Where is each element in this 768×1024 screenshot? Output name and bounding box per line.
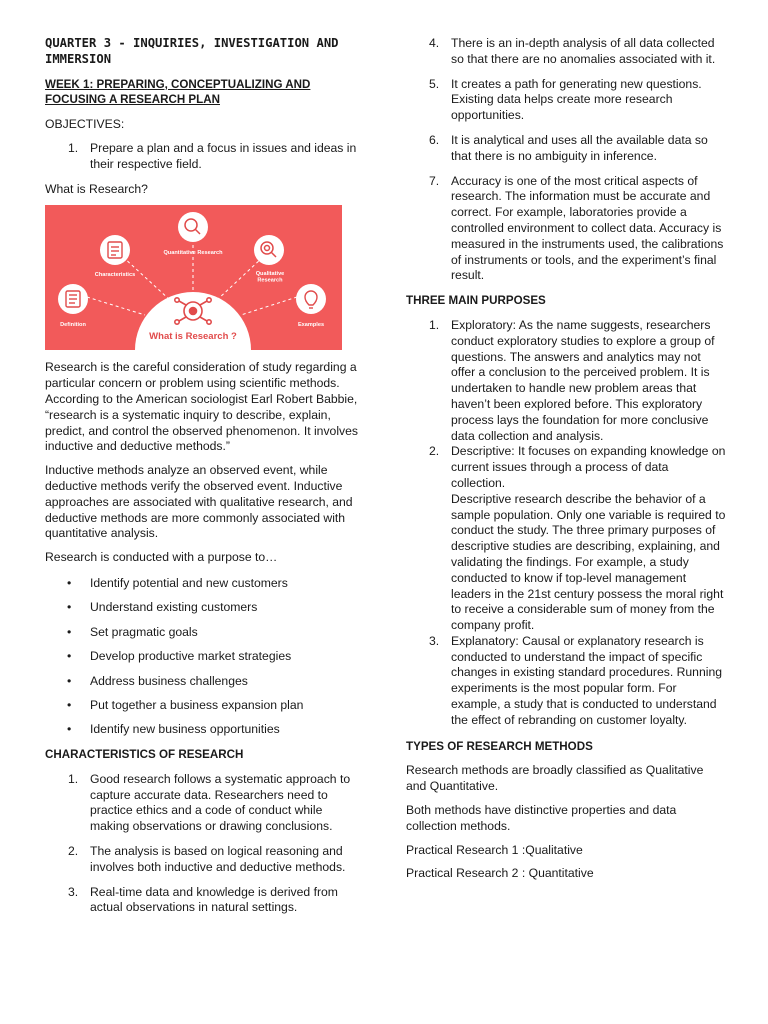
list-item (406, 174, 726, 285)
list-item (406, 318, 726, 444)
list-number: 1. (68, 771, 79, 786)
list-number: 4. (429, 36, 440, 50)
list-number: 6. (429, 132, 440, 147)
paragraph: Practical Research 1 :Qualitative (406, 842, 583, 857)
list-item (406, 36, 726, 68)
list-number: 7. (429, 173, 440, 188)
list-number: 1. (68, 140, 79, 155)
objectives-label: OBJECTIVES: (45, 117, 125, 132)
list-text: Descriptive: It focuses on expanding knowledge on current issues through a process of data collection. (451, 444, 726, 490)
list-number: 3. (68, 884, 79, 899)
list-item (45, 698, 365, 714)
list-item (45, 885, 365, 917)
list-number: 2. (68, 844, 79, 859)
list-item (45, 625, 365, 641)
examples-node (296, 284, 326, 314)
paragraph: Inductive methods analyze an observed event, while deductive methods verify the observed event. Inductive approaches are associated with qualitative research, and deductive methods are more commonly associated with quantitative analysis. (45, 463, 353, 541)
list-text: Real-time data and knowledge is derived from actual observations in natural settings. (90, 884, 338, 915)
week-title: WEEK 1: PREPARING, CONCEPTUALIZING AND FOCUSING A RESEARCH PLAN (45, 77, 311, 107)
list-text: Good research follows a systematic approach to capture accurate data. Researchers need to practice ethics and a code of conduct while making observations or drawing conclusions. (90, 771, 351, 834)
paragraph: Research is conducted with a purpose to… (45, 550, 278, 565)
figure-node-label: Examples (297, 322, 325, 329)
right-column (406, 36, 726, 890)
characteristics-list-continued (406, 36, 726, 284)
list-item (406, 444, 726, 634)
list-item (406, 133, 726, 165)
list-item (45, 722, 365, 738)
paragraph: Both methods have distinctive properties and data collection methods. (406, 803, 677, 833)
characteristics-node (100, 235, 130, 265)
list-item (45, 772, 365, 835)
list-text: Understand existing customers (90, 600, 258, 615)
list-text: Identify potential and new customers (90, 575, 288, 590)
what-is-research-figure (45, 205, 342, 350)
list-item (45, 674, 365, 690)
bullet-icon: • (67, 673, 72, 688)
list-text: The analysis is based on logical reasoning and involves both inductive and deductive methods. (90, 844, 346, 874)
list-number: 3. (429, 633, 440, 648)
list-text: Prepare a plan and a focus in issues and ideas in their respective field. (90, 140, 357, 171)
list-text: Exploratory: As the name suggests, researchers conduct exploratory studies to explore a group of questions. The answers and analytics may not offer a conclusion to the perceived problem. It is undertaken to handle new problem areas that haven’t been explored before. This exploratory process lays the foundation for more conclusive data collection and analysis. (451, 317, 715, 443)
main-purposes-list (406, 318, 726, 729)
purpose-bullet-list (45, 576, 365, 738)
list-item (45, 576, 365, 592)
figure-node-label-qualitative: Qualitative Research (255, 271, 285, 284)
section-heading: THREE MAIN PURPOSES (406, 294, 546, 308)
list-item (406, 634, 726, 729)
list-text: It is analytical and uses all the available data so that there is no ambiguity in inference. (451, 132, 708, 163)
characteristics-list (45, 772, 365, 916)
figure-node-label: Quantitative Research (163, 250, 223, 257)
list-item (45, 844, 365, 876)
list-text: Develop productive market strategies (90, 649, 292, 664)
section-heading: CHARACTERISTICS OF RESEARCH (45, 748, 244, 762)
list-text: Explanatory: Causal or explanatory research is conducted to understand the impact of specific changes in existing standard procedures. Running experiments is the most popular form. For example, a study that is conducted to understand the effect of rebranding on customer loyalty. (451, 633, 723, 727)
bullet-icon: • (67, 600, 72, 615)
list-text: Put together a business expansion plan (90, 697, 304, 712)
list-item (45, 649, 365, 665)
list-number: 2. (429, 444, 440, 459)
figure-node-label: Characteristics (94, 272, 136, 279)
objectives-list (45, 141, 365, 173)
bullet-icon: • (67, 697, 72, 712)
list-item (45, 600, 365, 616)
list-text: Identify new business opportunities (90, 722, 280, 737)
paragraph: Research is the careful consideration of study regarding a particular concern or problem using scientific methods. According to the American sociologist Earl Robert Babbie, “research is a systematic inquiry to describe, explain, predict, and control the observed phenomenon. It involves inductive and deductive methods.” (45, 360, 359, 454)
document-title: QUARTER 3 - INQUIRIES, INVESTIGATION AND IMMERSION (45, 36, 339, 66)
section-heading: TYPES OF RESEARCH METHODS (406, 739, 593, 753)
list-text: There is an in-depth analysis of all data collected so that there are no anomalies associated with it. (451, 36, 716, 66)
figure-node-label: Definition (60, 322, 86, 329)
list-text: It creates a path for generating new questions. Existing data helps create more research opportunities. (451, 76, 702, 123)
left-column (45, 36, 365, 925)
section-question: What is Research? (45, 181, 148, 196)
list-text-extra: Descriptive research describe the behavior of a sample population. Only one variable is required to conduct the study. The three primary purposes of descriptive studies are describing, explaining, and validating the findings. For example, a study conducted to know if top-level management leaders in the 21st century possess the moral right to receive a considerable sum of money from the company profit. (451, 491, 726, 633)
bullet-icon: • (67, 649, 72, 664)
list-number: 1. (429, 317, 440, 332)
bullet-icon: • (67, 624, 72, 639)
list-text: Set pragmatic goals (90, 624, 198, 639)
paragraph: Research methods are broadly classified as Qualitative and Quantitative. (406, 763, 704, 794)
bullet-icon: • (67, 722, 72, 737)
list-item (45, 141, 365, 173)
quantitative-node (178, 212, 208, 242)
paragraph: Practical Research 2 : Quantitative (406, 866, 594, 881)
figure-center-label: What is Research ? (149, 331, 237, 343)
list-text: Address business challenges (90, 673, 248, 688)
list-item (406, 77, 726, 124)
bullet-icon: • (67, 575, 72, 590)
list-number: 5. (429, 76, 440, 91)
list-text: Accuracy is one of the most critical aspects of research. The information must be accurate and correct. For example, laboratories provide a controlled environment to collect data. Accuracy is measured in the instruments used, the calibrations of instruments or tools, and the experiment’s final result. (451, 173, 724, 283)
